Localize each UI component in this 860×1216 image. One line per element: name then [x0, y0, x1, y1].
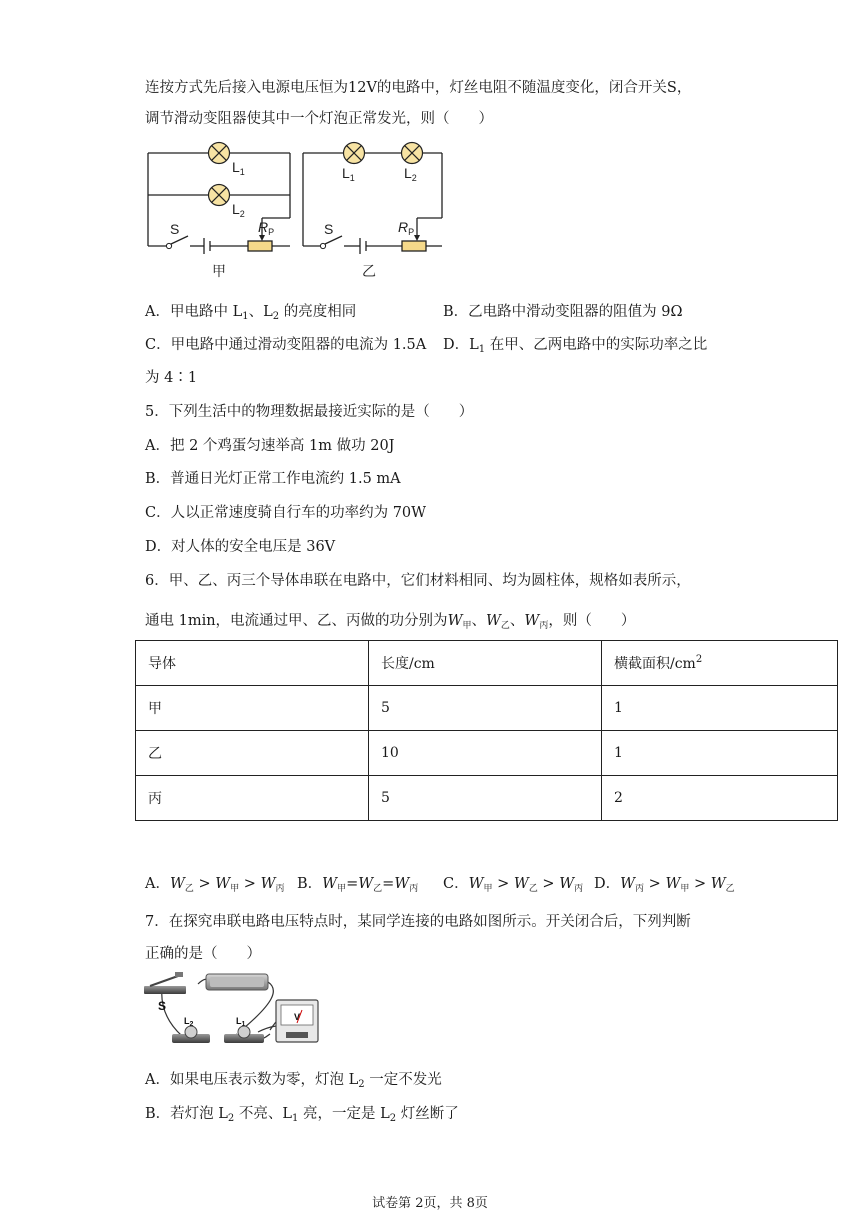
table-cell: 1 [602, 731, 838, 776]
q7-stem-line2: 正确的是（ ） [145, 946, 261, 962]
table-cell: 乙 [136, 731, 369, 776]
q6-spec-table [135, 640, 838, 821]
q5-option-b: B．普通日光灯正常工作电流约 1.5 mA [145, 471, 401, 487]
q7-option-a: A．如果电压表示数为零，灯泡 $L_2$ 一定不发光 [145, 1072, 442, 1090]
q4-option-a: A．甲电路中 $L_1$、$L_2$ 的亮度相同 [145, 304, 357, 322]
header-cell: 长度/cm [369, 641, 602, 686]
table-cell: 5 [369, 776, 602, 821]
q5-option-d: D．对人体的安全电压是 36V [145, 539, 336, 555]
q6-stem-line2: 通电 1min，电流通过甲、乙、丙做的功分别为$W_甲$、$W_乙$、$W_丙$，则（ ） [145, 613, 636, 631]
svg-text:S: S [158, 999, 167, 1013]
yi-caption: 乙 [362, 264, 376, 280]
q4-option-c: C．甲电路中通过滑动变阻器的电流为 1.5A [145, 337, 427, 353]
q7-stem-line1: 7．在探究串联电路电压特点时，某同学连接的电路如图所示。开关闭合后，下列判断 [145, 914, 691, 930]
q4-stem-line2: 调节滑动变阻器使其中一个灯泡正常发光，则（ ） [145, 111, 493, 127]
q4-option-d: D．$L_1$ 在甲、乙两电路中的实际功率之比 [443, 337, 708, 355]
table-cell: 甲 [136, 686, 369, 731]
header-cell: 横截面积$/cm^2$ [602, 641, 838, 686]
svg-text:L1: $L_1$ [236, 1016, 246, 1028]
q6-option-c: C．$W_甲 > W_乙 > W_丙$ [443, 876, 584, 894]
q7-circuit-photo [140, 970, 325, 1052]
q5-option-a: A．把 2 个鸡蛋匀速举高 1m 做功 20J [145, 438, 395, 454]
table-cell: 1 [602, 686, 838, 731]
q4-option-b: B．乙电路中滑动变阻器的阻值为 9Ω [443, 304, 683, 320]
page-footer: 试卷第 2页，共 8页 [372, 1196, 488, 1211]
yi-rp-label: $R_P$ [398, 219, 415, 237]
q4-stem-line1: 连按方式先后接入电源电压恒为12V的电路中，灯丝电阻不随温度变化，闭合开关S， [145, 80, 692, 96]
q4-option-d-cont: 为 4∶1 [145, 370, 198, 386]
q4-circuit-diagrams [140, 140, 450, 286]
svg-text:V: V [294, 1012, 301, 1022]
table-cell: 10 [369, 731, 602, 776]
yi-switch-label: S [324, 221, 334, 237]
q5-option-c: C．人以正常速度骑自行车的功率约为 70W [145, 505, 427, 521]
table-cell: 5 [369, 686, 602, 731]
q7-option-b: B．若灯泡 $L_2$ 不亮、$L_1$ 亮，一定是 $L_2$ 灯丝断了 [145, 1106, 459, 1124]
q6-option-b: B．$W_甲=W_乙=W_丙$ [297, 876, 419, 894]
q5-stem: 5．下列生活中的物理数据最接近实际的是（ ） [145, 404, 474, 420]
switch-base [144, 986, 186, 994]
table-cell: 2 [602, 776, 838, 821]
jia-caption: 甲 [212, 264, 226, 280]
q6-stem-line1: 6．甲、乙、丙三个导体串联在电路中，它们材料相同、均为圆柱体，规格如表所示， [145, 573, 691, 589]
jia-switch-label: S [170, 221, 180, 237]
svg-text:L2: $L_2$ [184, 1016, 194, 1028]
table-row [136, 731, 838, 776]
table-row [136, 686, 838, 731]
q6-option-a: A．$W_乙 > W_甲 > W_丙$ [145, 876, 285, 894]
jia-l1-label: $L_1$ [232, 159, 245, 177]
jia-l2-label: $L_2$ [232, 201, 245, 219]
jia-rp-label: $R_P$ [258, 219, 275, 237]
table-cell: 丙 [136, 776, 369, 821]
yi-l2-label: $L_2$ [404, 165, 417, 183]
yi-l1-label: $L_1$ [342, 165, 355, 183]
table-row [136, 776, 838, 821]
header-cell: 导体 [136, 641, 369, 686]
q6-option-d: D．$W_丙 > W_甲 > W_乙$ [594, 876, 735, 894]
table-header-row [136, 641, 838, 686]
